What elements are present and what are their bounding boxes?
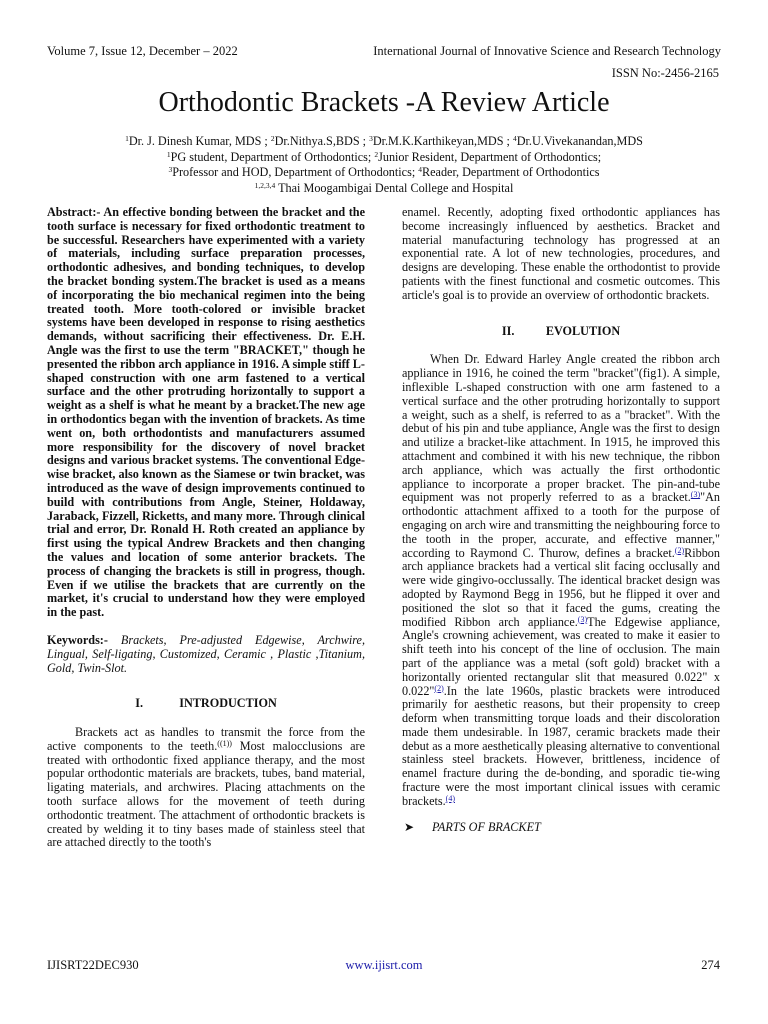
affiliation-text: Junior Resident, Department of Orthodontics; (378, 149, 602, 164)
paper-id: IJISRT22DEC930 (47, 958, 139, 972)
journal-website-link[interactable]: www.ijisrt.com (345, 958, 423, 972)
author-name: Dr.Nithya.S,BDS ; (274, 134, 370, 148)
left-column (47, 206, 365, 850)
institution-line (0, 181, 768, 197)
arrow-bullet-icon: ➤ (404, 819, 415, 834)
right-column (402, 206, 720, 834)
author-name: Dr.U.Vivekanandan,MDS (516, 134, 643, 148)
citation-link[interactable]: (3) (577, 614, 588, 624)
citation-link[interactable]: (2) (674, 545, 685, 555)
affiliation-text: Reader, Department of Orthodontics (422, 165, 600, 179)
keywords-label: Keywords:- (47, 632, 108, 647)
institution-text: Thai Moogambigai Dental College and Hospital (275, 180, 514, 195)
introduction-paragraph (47, 726, 365, 850)
paragraph-text: "An orthodontic attachment affixed to a tooth for the purpose of engaging on arch wire and transmitting the neighbouring force to the tooth in the proper, accurate, and effective manner," according to Raymond C. Thurow, defines a bracket. (402, 490, 720, 560)
affil-marker: 2 (374, 149, 379, 159)
affiliation-text: PG student, Department of Orthodontics; (170, 149, 375, 164)
introduction-continued: enamel. Recently, adopting fixed orthodontic appliances has become increasingly influenced by aesthetics. Bracket and material manufacturing technology has progressed at an exponential rate. A lot of new technologies, procedures, and designs are developing. These enable the orthodontist to provide patients with the finest functional and cosmetic outcomes. This article's goal is to provide an overview of orthodontic brackets. (402, 205, 720, 302)
volume-issue: Volume 7, Issue 12, December – 2022 (47, 44, 238, 58)
citation-link[interactable]: (3) (690, 490, 701, 500)
journal-name: International Journal of Innovative Science and Research Technology (373, 44, 721, 58)
section-number: II. (501, 323, 515, 338)
affil-marker: 1 (166, 149, 171, 159)
citation-link[interactable]: (4) (445, 793, 455, 803)
paragraph-text: Ribbon arch appliance brackets had a vertical slit facing occlusally and were wide gingivo-occlussally. The identical bracket design was adopted by Raymond Begg in 1956, but he flipped it over and positioned the slot so that it faced the gums, creating the modified Ribbon arch appliance. (402, 545, 720, 629)
affil-marker: 1 (125, 134, 129, 143)
page-number: 274 (701, 958, 720, 972)
section-heading-introduction (47, 697, 365, 711)
issn: ISSN No:-2456-2165 (611, 66, 719, 80)
paragraph-text: Brackets act as handles to transmit the force from the active components to the teeth. (47, 725, 365, 753)
subsection-title: PARTS OF BRACKET (432, 819, 541, 834)
paragraph-text: When Dr. Edward Harley Angle created the ribbon arch appliance in 1916, he coined the term "bracket"(fig1). A simple, inflexible L-shaped construction with one arm fastened to a vertical surface and the other protruding horizontally to support a weight, such as a shelf, is referred to as a "bracket". With the debut of his pin and tube appliance, Angle was the first to design and utilize a bracket-like attachment. In 1915, he improved this attachment and combined it with his new technique, the ribbon arch appliance, which was actually the first orthodontic appliance to incorporate a proper bracket. The pin-and-tube equipment was not properly referred to as a bracket. (402, 352, 720, 505)
abstract: Abstract:- An effective bonding between the bracket and the tooth surface is necessary for fixed orthodontic treatment to be successful. Researchers have experimented with a variety of materials, including surface preparation processes, orthodontic adhesives, and bonding techniques, to develop the bracket bonding system.The bracket is used as a means of incorporating the bio mechanical regimen into the being treated tooth. More tooth-colored or invisible bracket systems have been developed in response to rising aesthetics demands, without sacrificing their effectiveness. Dr. E.H. Angle was the first to use the term "BRACKET," though he presented the ribbon arch appliance in 1916. A simple stiff L-shaped construction with one arm fastened to a vertical surface and the other protruding horizontally to support a weight as a shelf is what he meant by a bracket.The new age in orthodontics began with the invention of brackets. As time went on, both orthodontists and manufacturers assumed more responsibility for the discovery of novel bracket designs and various bracket systems. The conventional Edge-wise bracket, also known as the Siamese or twin bracket, was introduced as the wave of design improvements continued to build with contributions from Angle, Steiner, Holdaway, Jaraback, Fizzell, Ricketts, and many more. Through clinical trial and error, Dr. Ronald H. Roth created an appliance by first using the typical Andrew Brackets and then changing the values and location of some anterior brackets. The process of changing the brackets is still in progress, though. Even if we utilise the brackets that are currently on the market, it's crucial to understand how they were employed in the past. (47, 205, 365, 620)
affil-marker: 3 (369, 134, 373, 143)
affil-marker: 2 (270, 134, 275, 143)
paragraph-text: .In the late 1960s, plastic brackets were introduced primarily for aesthetic reasons, but their propensity to creep deform when transmitting torque loads and their discoloration made them undesirable. In 1987, ceramic brackets made their debut as a more aesthetically pleasing alternative to conventional stainless steel brackets. However, brittleness, incidence of enamel fracture during the de-bonding, and sporadic tie-wing fracture were the most important clinical issues with ceramic brackets. (402, 683, 720, 808)
affil-marker: 1,2,3,4 (254, 180, 276, 190)
paragraph-text: The Edgewise appliance, Angle's crowning achievement, was created to make it easier to shift teeth into his concept of the line of occlusion. The main part of the appliance was a metal (soft gold) bracket with a horizontally oriented rectangular slit that measured 0.022" x 0.022" (402, 614, 720, 698)
affil-marker: 3 (168, 165, 173, 174)
affiliation-line (0, 165, 768, 181)
evolution-paragraph (402, 353, 720, 808)
affiliation-text: Professor and HOD, Department of Orthodontics; (172, 165, 419, 179)
paper-title: Orthodontic Brackets -A Review Article (158, 87, 610, 118)
section-number: I. (135, 696, 144, 711)
section-heading-evolution (402, 325, 720, 339)
section-title: EVOLUTION (545, 323, 621, 338)
affiliation-line (0, 150, 768, 166)
author-block (0, 134, 768, 196)
author-name: Dr.M.K.Karthikeyan,MDS ; (372, 134, 513, 148)
keywords-text: Brackets, Pre-adjusted Edgewise, Archwire, Lingual, Self-ligating, Customized, Ceramic , Plastic ,Titanium, Gold, Twin-Slot. (47, 632, 365, 675)
subsection-parts-of-bracket (402, 821, 720, 835)
affil-marker: 4 (418, 165, 423, 174)
author-name: Dr. J. Dinesh Kumar, MDS ; (128, 134, 271, 148)
citation-link[interactable]: (2) (434, 683, 444, 693)
citation-marker: ((1)) (217, 738, 232, 748)
section-title: INTRODUCTION (179, 696, 277, 711)
author-names (0, 134, 768, 150)
affil-marker: 4 (512, 134, 517, 143)
paragraph-text: Most malocclusions are treated with orthodontic fixed appliance therapy, and the most popular orthodontic materials are brackets, tubes, band material, ligating materials, and archwires. Placing attachments on the tooth surface allows for the movement of teeth during orthodontic treatment. The attachment of orthodontic brackets is created by welding it to tiny bases made of stainless steel that are attached directly to the tooth's (47, 738, 365, 850)
keywords (47, 634, 365, 675)
